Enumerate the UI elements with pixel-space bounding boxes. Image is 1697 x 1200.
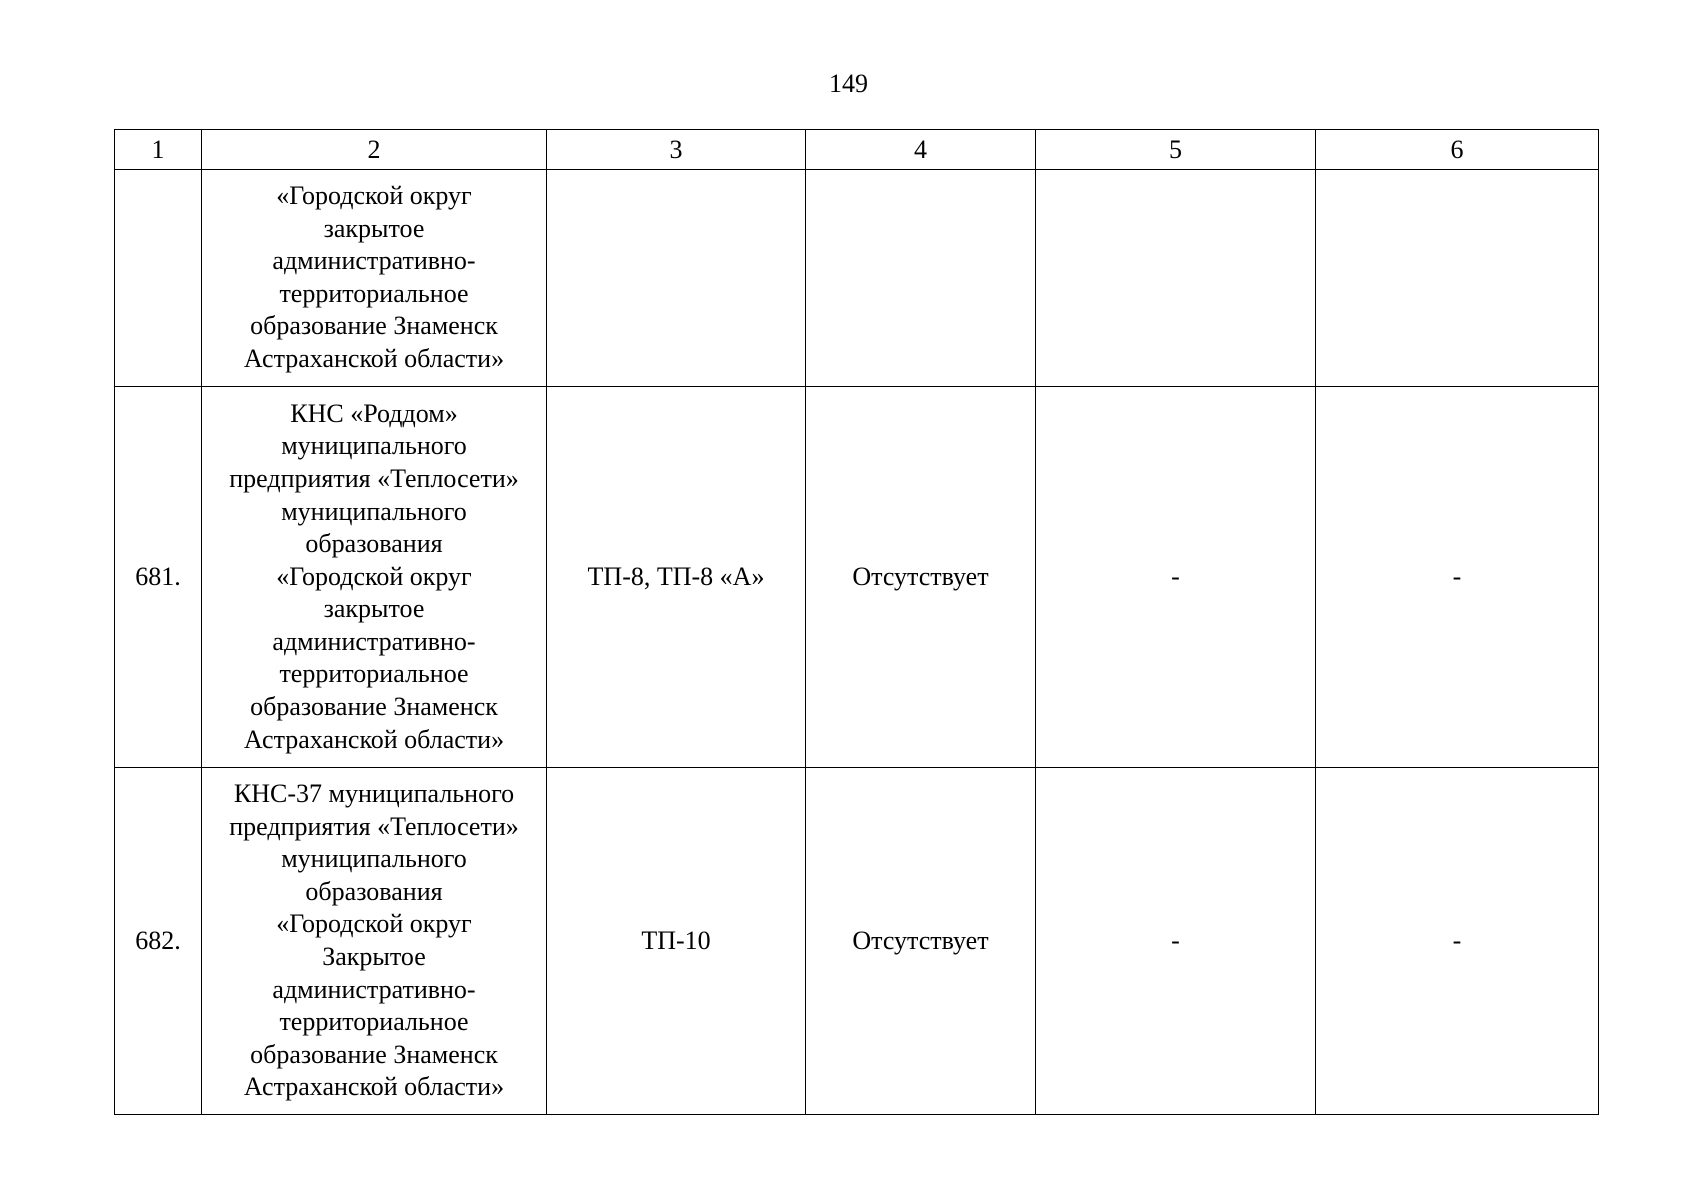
column-header-5: 5 xyxy=(1036,130,1316,170)
object-name-cell: КНС-37 муниципального предприятия «Теплосети» муниципального образования «Городской округ Закрытое административно- территориальное образование Знаменск Астраханской области» xyxy=(202,768,547,1115)
table-row xyxy=(115,387,1599,768)
column-header-3: 3 xyxy=(547,130,806,170)
page-number: 149 xyxy=(829,69,868,98)
row-number-cell xyxy=(115,170,202,387)
column-6-cell: - xyxy=(1316,387,1599,768)
status-cell: Отсутствует xyxy=(806,768,1036,1115)
column-5-cell xyxy=(1036,170,1316,387)
object-name-cell: КНС «Роддом» муниципального предприятия «Теплосети» муниципального образования «Городской округ закрытое административно- территориальное образование Знаменск Астраханской области» xyxy=(202,387,547,768)
column-header-1: 1 xyxy=(115,130,202,170)
status-cell xyxy=(806,170,1036,387)
column-header-2: 2 xyxy=(202,130,547,170)
column-6-cell xyxy=(1316,170,1599,387)
table-header-row xyxy=(115,130,1599,170)
row-number-cell: 681. xyxy=(115,387,202,768)
data-table xyxy=(114,129,1599,1115)
column-6-cell: - xyxy=(1316,768,1599,1115)
object-name-cell: «Городской округ закрытое административно- территориальное образование Знаменск Астраханской области» xyxy=(202,170,547,387)
status-cell: Отсутствует xyxy=(806,387,1036,768)
column-5-cell: - xyxy=(1036,768,1316,1115)
substation-cell: ТП-8, ТП-8 «А» xyxy=(547,387,806,768)
row-number-cell: 682. xyxy=(115,768,202,1115)
table-row xyxy=(115,170,1599,387)
table-row xyxy=(115,768,1599,1115)
column-header-4: 4 xyxy=(806,130,1036,170)
substation-cell xyxy=(547,170,806,387)
column-5-cell: - xyxy=(1036,387,1316,768)
column-header-6: 6 xyxy=(1316,130,1599,170)
substation-cell: ТП-10 xyxy=(547,768,806,1115)
